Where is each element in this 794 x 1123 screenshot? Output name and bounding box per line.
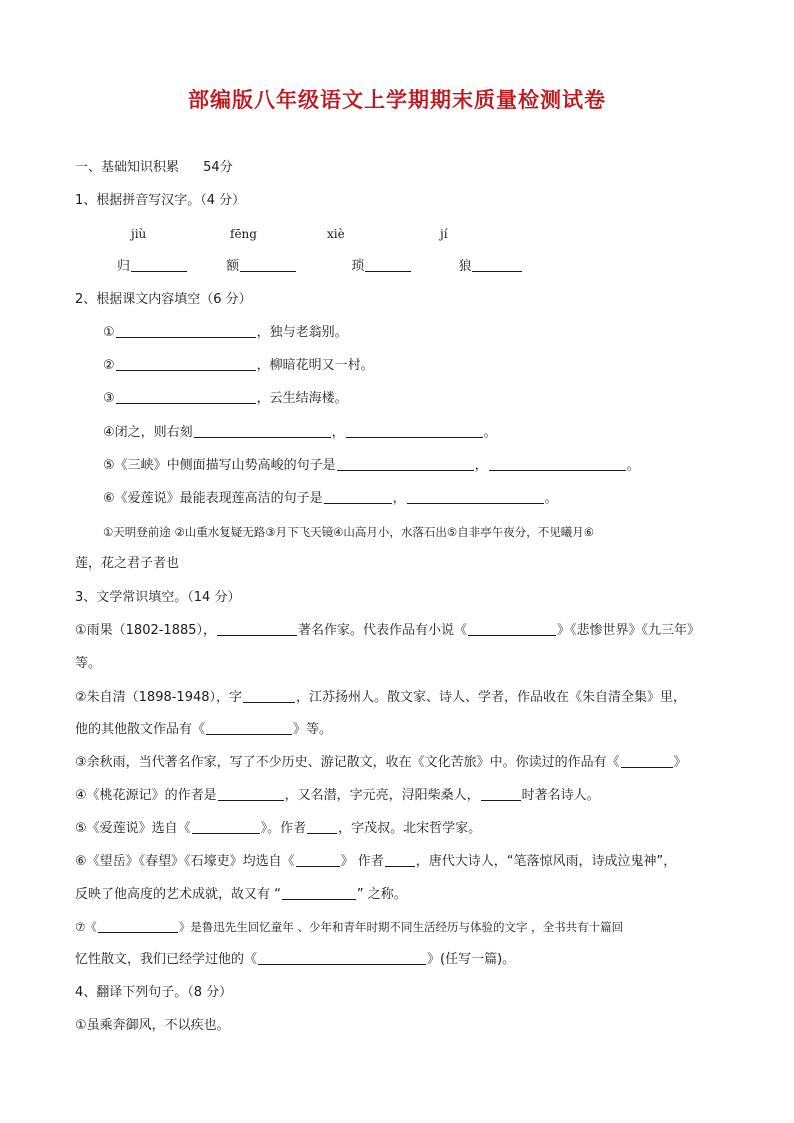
section-title: 一、基础知识积累 — [75, 160, 180, 175]
section-score: 54分 — [203, 160, 233, 175]
blank[interactable] — [243, 688, 295, 703]
blank-3[interactable] — [365, 257, 411, 272]
page-title: 部编版八年级语文上学期期末质量检测试卷 — [188, 87, 606, 112]
q3-line-6: ⑥《望岳》《春望》《石壕吏》均选自《 》 作者 ，唐代大诗人，“笔落惊风雨，诗成泣鬼神”， — [75, 854, 677, 869]
blank[interactable] — [116, 323, 256, 338]
blank[interactable] — [407, 489, 544, 504]
blank[interactable] — [258, 950, 426, 965]
pinyin-4: jí — [440, 227, 448, 241]
blank[interactable] — [192, 819, 260, 834]
q3-line-7: ⑦《 》是鲁迅先生回忆童年 、少年和青年时期不同生活经历与体验的文字 ，全书共有十篇回 — [75, 920, 624, 934]
blank[interactable] — [206, 720, 292, 735]
section-heading — [75, 158, 233, 178]
blank-4[interactable] — [472, 257, 522, 272]
q3-line-2b: 他的其他散文作品有《 》等。 — [75, 722, 333, 737]
blank[interactable] — [468, 621, 556, 636]
q3-line-7b: 忆性散文，我们已经学过他的《 》(任写一篇)。 — [75, 952, 516, 967]
blank[interactable] — [217, 621, 297, 636]
q3-line-4: ④《桃花源记》的作者是 ，又名潜，字元亮，浔阳柴桑人， 时著名诗人。 — [75, 788, 600, 803]
blank[interactable] — [489, 456, 626, 471]
blank[interactable] — [621, 753, 673, 768]
blank[interactable] — [296, 852, 340, 867]
blank[interactable] — [282, 885, 356, 900]
q2-heading: 2、根据课文内容填空（6 分） — [75, 292, 252, 307]
q1-heading: 1、根据拼音写汉字。（4 分） — [75, 193, 246, 208]
blank[interactable] — [307, 819, 337, 834]
pinyin-3: xiè — [327, 227, 345, 241]
char-3: 琐 — [351, 259, 365, 274]
q3-line-2: ②朱自清（1898-1948），字 ，江苏扬州人。散文家、诗人、学者，作品收在《朱自清全集》里， — [75, 690, 687, 705]
pinyin-2: fēng — [230, 227, 257, 241]
blank[interactable] — [385, 852, 415, 867]
q3-line-3: ③余秋雨，当代著名作家，写了不少历史、游记散文，收在《文化苦旅》中。你读过的作品有《 》 — [75, 755, 687, 770]
blank[interactable] — [218, 786, 284, 801]
char-4: 狼 — [458, 259, 472, 274]
q2-answer-line-2: 莲，花之君子者也 — [75, 556, 180, 571]
char-1: 归 — [117, 259, 131, 274]
q2-item-5: ⑤《三峡》中侧面描写山势高峻的句子是 ， 。 — [103, 458, 640, 473]
q3-heading: 3、文学常识填空。（14 分） — [75, 590, 241, 605]
char-2: 额 — [226, 259, 240, 274]
q2-item-3: ③ ，云生结海楼。 — [103, 391, 348, 406]
blank[interactable] — [194, 423, 331, 438]
q3-line-5: ⑤《爱莲说》选自《 》。作者 ，字茂叔。北宋哲学家。 — [75, 821, 482, 836]
blank-1[interactable] — [131, 257, 187, 272]
q4-heading: 4、翻译下列句子。（8 分） — [75, 985, 233, 1000]
q2-item-1: ① ，独与老翁别。 — [103, 325, 348, 340]
blank[interactable] — [116, 356, 256, 371]
blank[interactable] — [98, 918, 178, 933]
q2-item-4: ④闭之，则右刻 ， 。 — [103, 425, 497, 440]
blank[interactable] — [481, 786, 521, 801]
q2-item-2: ② ，柳暗花明又一村。 — [103, 358, 374, 373]
blank[interactable] — [324, 489, 392, 504]
q2-answer-line-1: ①天明登前途 ②山重水复疑无路③月下飞天镜④山高月小，水落石出⑤自非亭午夜分，不见曦月⑥ — [103, 525, 595, 539]
q4-line-1: ①虽乘奔御风，不以疾也。 — [75, 1018, 230, 1033]
q3-line-1: ①雨果（1802-1885）， 著名作家。代表作品有小说《 》《悲惨世界》《九三年》 — [75, 623, 701, 638]
blank[interactable] — [346, 423, 483, 438]
blank-2[interactable] — [240, 257, 296, 272]
pinyin-1: jiù — [131, 227, 147, 241]
blank[interactable] — [337, 456, 474, 471]
q1-answer-row — [117, 257, 523, 277]
q3-line-6b: 反映了他高度的艺术成就，故又有 “ ” 之称。 — [75, 887, 407, 902]
q3-line-1b: 等。 — [75, 656, 102, 671]
blank[interactable] — [116, 389, 256, 404]
q2-item-6: ⑥《爱莲说》最能表现莲高洁的句子是 ， 。 — [103, 491, 558, 506]
